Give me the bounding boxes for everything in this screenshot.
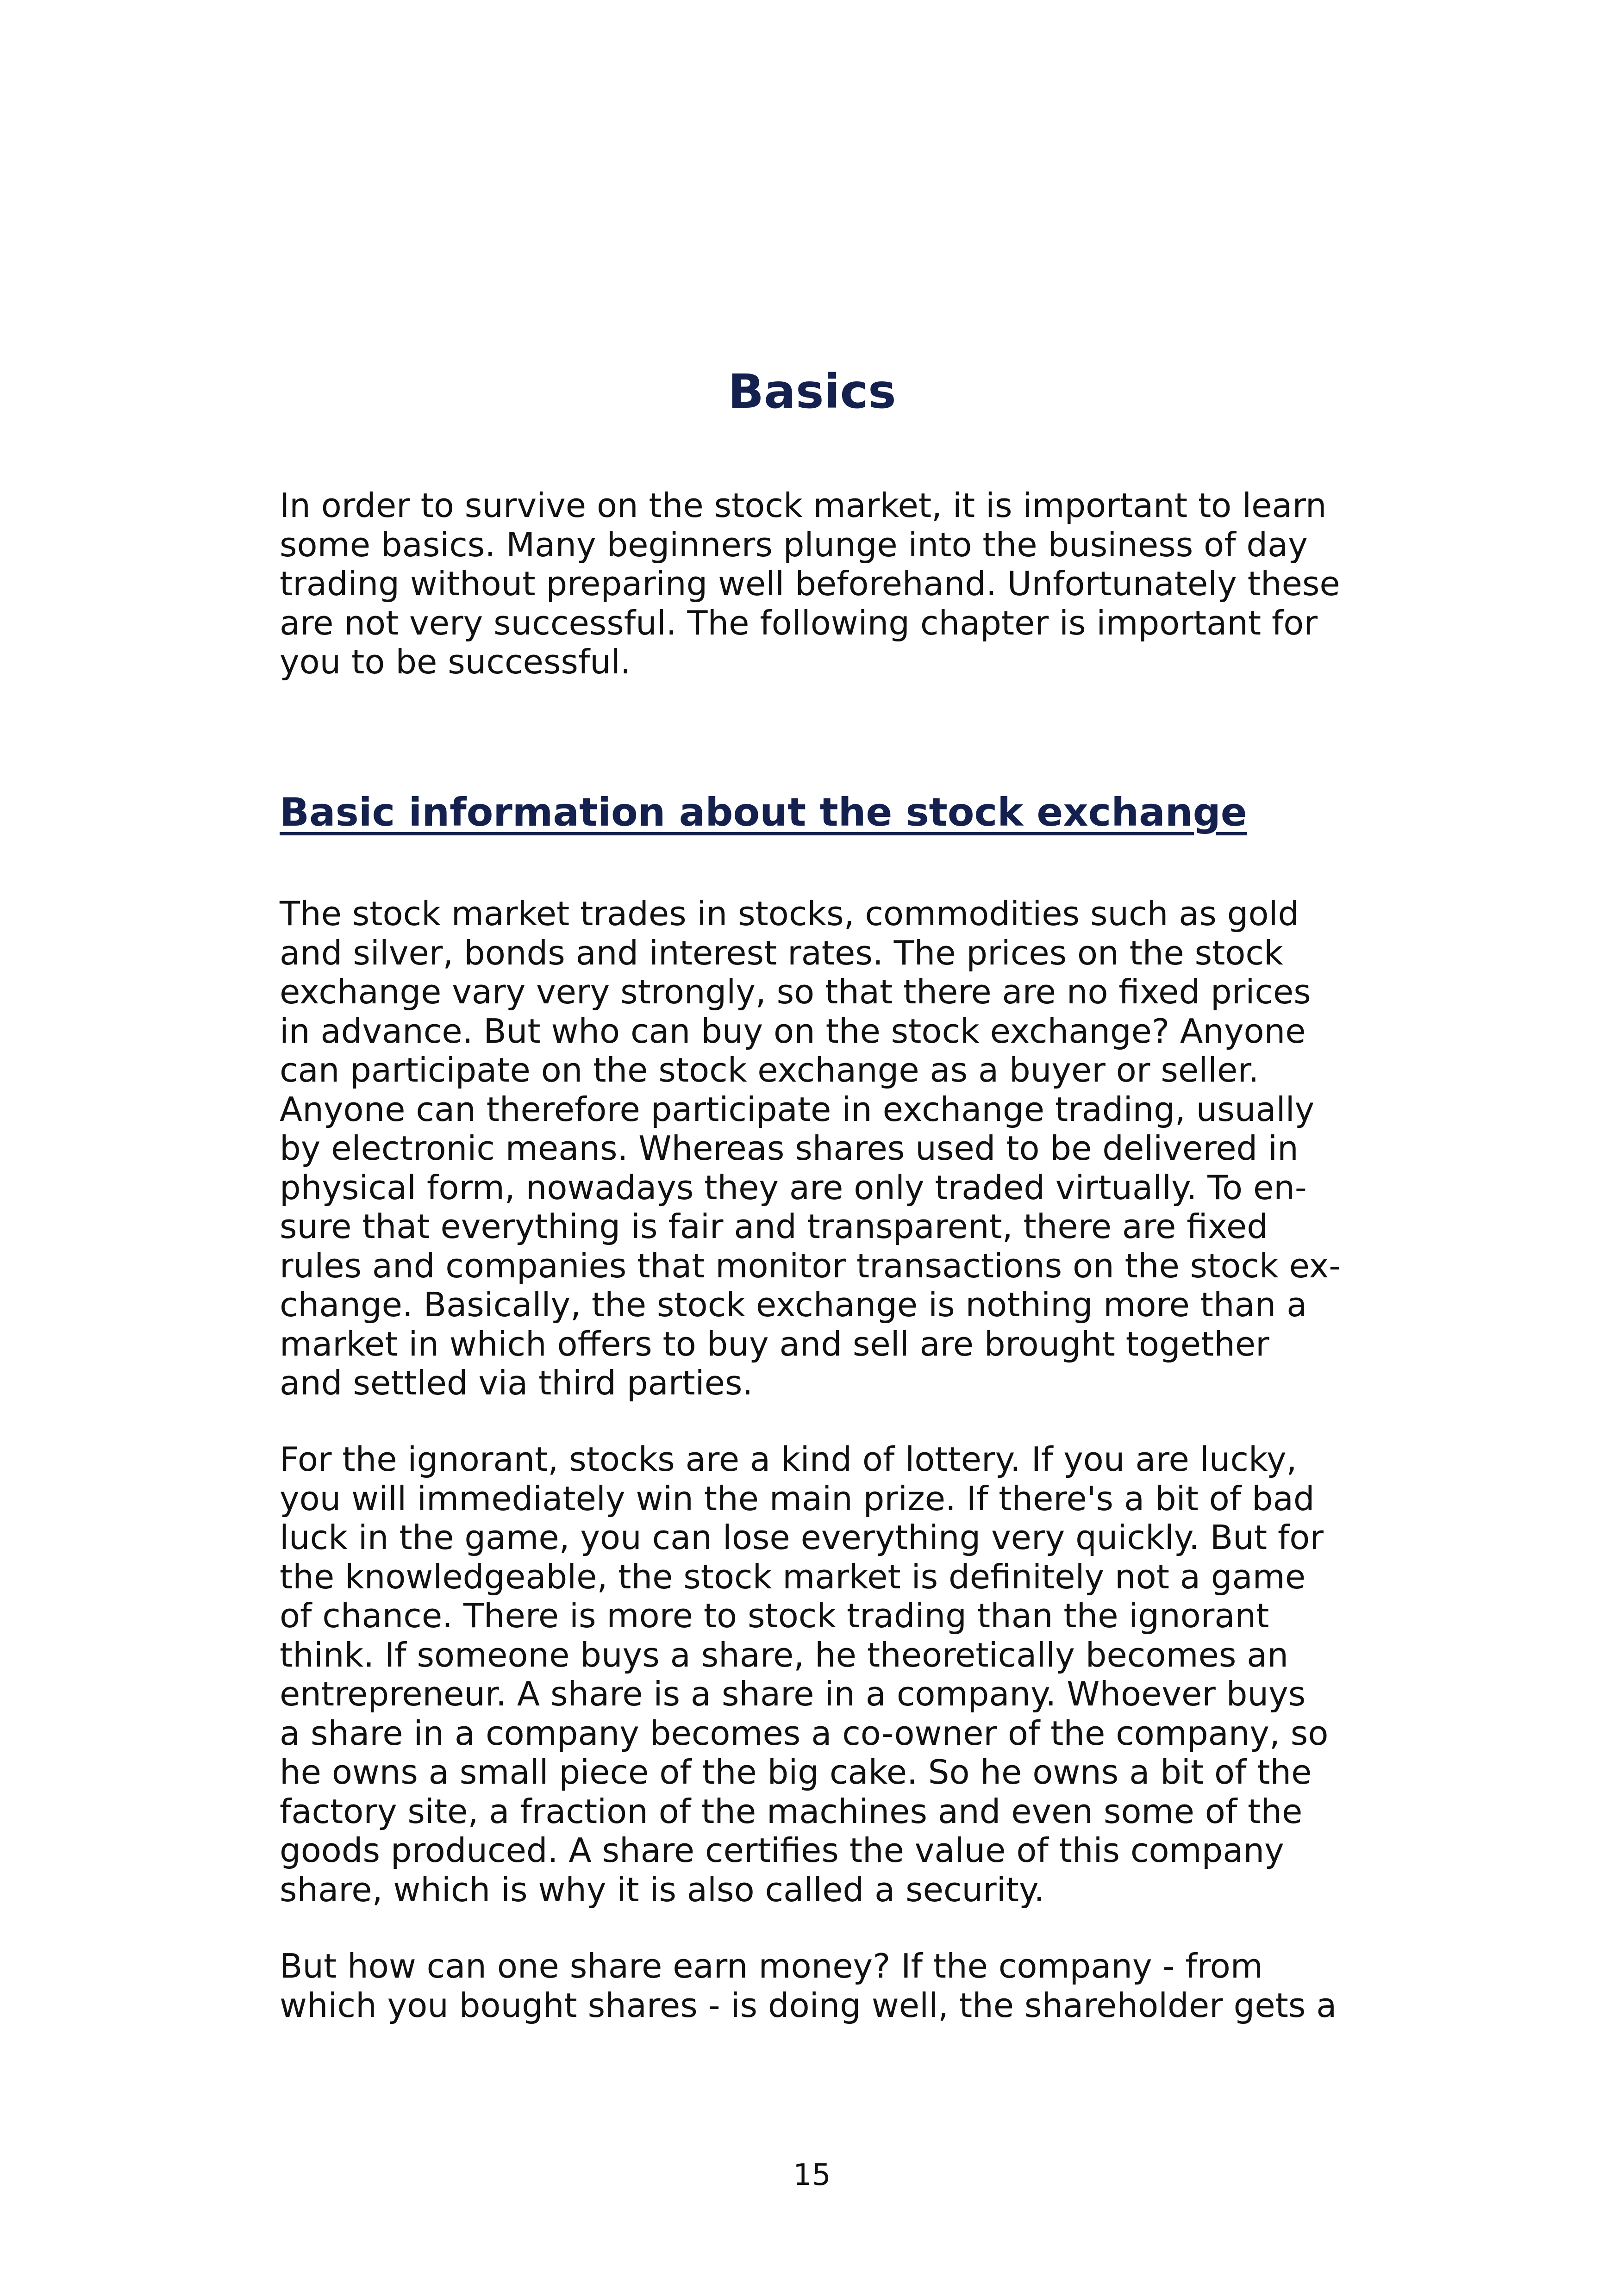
text-line: and silver, bonds and interest rates. The prices on the stock (280, 933, 1283, 972)
text-line: luck in the game, you can lose everything very quickly. But for (280, 1518, 1324, 1557)
text-line: you will immediately win the main prize. If there's a bit of bad (280, 1479, 1315, 1518)
text-line: and settled via third parties. (280, 1363, 753, 1402)
text-line: entrepreneur. A share is a share in a company. Whoever buys (280, 1674, 1306, 1713)
text-line: Anyone can therefore participate in exchange trading, usually (280, 1089, 1315, 1129)
body-paragraph-1 (280, 894, 1391, 1403)
text-line: can participate on the stock exchange as a buyer or seller. (280, 1051, 1259, 1089)
text-line: market in which offers to buy and sell are brought together (280, 1324, 1269, 1363)
text-line: the knowledgeable, the stock market is definitely not a game (280, 1557, 1306, 1596)
text-line: he owns a small piece of the big cake. So he owns a bit of the (280, 1753, 1312, 1792)
text-line: For the ignorant, stocks are a kind of lottery. If you are lucky, (280, 1440, 1297, 1479)
text-line: are not very successful. The following chapter is important for (280, 603, 1318, 642)
body-paragraph-3 (280, 1947, 1391, 2025)
text-line: of chance. There is more to stock trading than the ignorant (280, 1596, 1269, 1635)
text-line: which you bought shares - is doing well, the shareholder gets a (280, 1985, 1337, 2025)
text-line: sure that everything is fair and transparent, there are fixed (280, 1207, 1268, 1246)
intro-paragraph (280, 486, 1391, 682)
text-line: But how can one share earn money? If the company - from (280, 1947, 1263, 1985)
text-line: The stock market trades in stocks, commodities such as gold (280, 894, 1299, 933)
text-line: factory site, a fraction of the machines and even some of the (280, 1792, 1303, 1831)
text-line: In order to survive on the stock market, it is important to learn (280, 486, 1327, 525)
text-line: a share in a company becomes a co-owner of the company, so (280, 1713, 1329, 1753)
text-line: rules and companies that monitor transactions on the stock ex- (280, 1246, 1341, 1285)
text-line: change. Basically, the stock exchange is nothing more than a (280, 1285, 1307, 1324)
text-line: you to be successful. (280, 642, 631, 681)
text-line: physical form, nowadays they are only traded virtually. To en- (280, 1168, 1307, 1207)
page-number: 15 (793, 2158, 831, 2192)
text-line: some basics. Many beginners plunge into the business of day (280, 525, 1308, 564)
text-line: think. If someone buys a share, he theoretically becomes an (280, 1635, 1289, 1674)
chapter-title: Basics (728, 364, 896, 419)
text-line: by electronic means. Whereas shares used to be delivered in (280, 1129, 1299, 1168)
section-heading: Basic information about the stock exchange (280, 790, 1247, 835)
text-line: share, which is why it is also called a security. (280, 1870, 1045, 1909)
body-paragraph-2 (280, 1440, 1391, 1909)
text-line: trading without preparing well beforehand. Unfortunately these (280, 564, 1340, 603)
text-line: goods produced. A share certifies the value of this company (280, 1831, 1284, 1870)
text-line: exchange vary very strongly, so that there are no fixed prices (280, 972, 1311, 1011)
text-line: in advance. But who can buy on the stock exchange? Anyone (280, 1011, 1306, 1051)
